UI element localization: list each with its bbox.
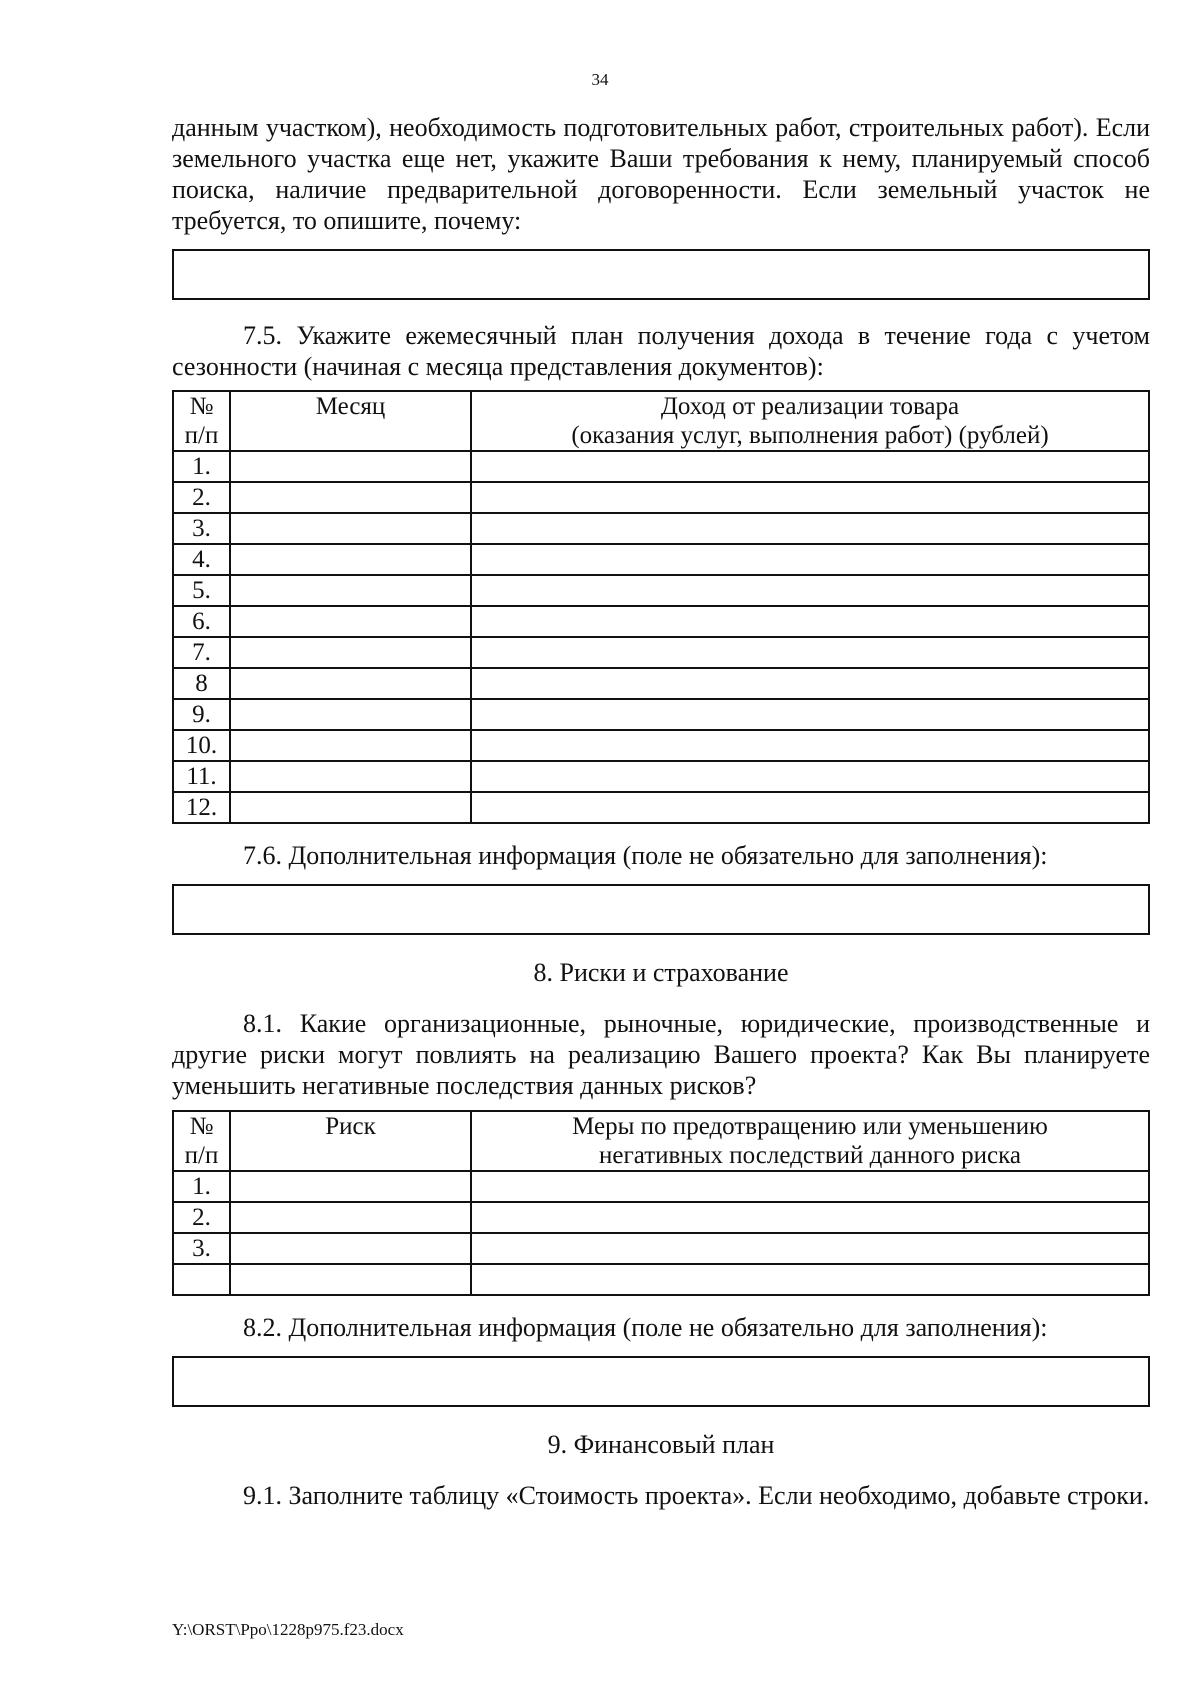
income-cell[interactable] xyxy=(471,637,1149,668)
row-number: 5. xyxy=(173,575,230,606)
measures-cell[interactable] xyxy=(471,1233,1149,1264)
question-7-5: 7.5. Укажите ежемесячный план получения дохода в течение года с учетом сезонности (начиная с месяца представления документов): xyxy=(172,321,1150,381)
header-income: Доход от реализации товара (оказания услуг, выполнения работ) (рублей) xyxy=(471,391,1149,451)
income-cell[interactable] xyxy=(471,730,1149,761)
income-cell[interactable] xyxy=(471,575,1149,606)
income-row xyxy=(173,637,1149,668)
section-8-title: 8. Риски и страхование xyxy=(533,958,789,987)
row-number: 11. xyxy=(173,761,230,792)
income-cell[interactable] xyxy=(471,513,1149,544)
row-number: 4. xyxy=(173,544,230,575)
income-cell[interactable] xyxy=(471,792,1149,823)
row-number: 3. xyxy=(173,513,230,544)
month-cell[interactable] xyxy=(230,699,471,730)
risk-cell[interactable] xyxy=(230,1202,471,1233)
month-cell[interactable] xyxy=(230,730,471,761)
row-number: 7. xyxy=(173,637,230,668)
income-cell[interactable] xyxy=(471,606,1149,637)
measures-cell[interactable] xyxy=(471,1202,1149,1233)
income-cell[interactable] xyxy=(471,668,1149,699)
income-cell[interactable] xyxy=(471,761,1149,792)
risk-cell[interactable] xyxy=(230,1233,471,1264)
risk-row xyxy=(173,1202,1149,1233)
risk-cell[interactable] xyxy=(230,1171,471,1202)
question-7-6: 7.6. Дополнительная информация (поле не обязательно для заполнения): xyxy=(243,841,1048,870)
row-number: 3. xyxy=(173,1233,230,1264)
intro-paragraph: данным участком), необходимость подготовительных работ, строительных работ). Если земельного участка еще нет, укажите Ваши требования к нему, планируемый способ поиска, наличие предварительной договоренности. Если земельный участок не требуется, то опишите, почему: xyxy=(172,113,1150,235)
income-cell[interactable] xyxy=(471,451,1149,482)
header-month: Месяц xyxy=(230,391,471,451)
risk-table-header xyxy=(173,1111,1149,1171)
additional-info-8-2-field[interactable] xyxy=(172,1356,1150,1407)
income-row xyxy=(173,699,1149,730)
header-number: № п/п xyxy=(173,1111,230,1171)
month-cell[interactable] xyxy=(230,668,471,699)
row-number: 2. xyxy=(173,482,230,513)
row-number: 6. xyxy=(173,606,230,637)
risk-table xyxy=(172,1110,1150,1296)
month-cell[interactable] xyxy=(230,544,471,575)
income-row xyxy=(173,575,1149,606)
income-row xyxy=(173,451,1149,482)
risk-row xyxy=(173,1171,1149,1202)
row-number: 10. xyxy=(173,730,230,761)
footer-file-path: Y:\ORST\Ppo\1228p975.f23.docx xyxy=(172,1620,404,1639)
question-9-1: 9.1. Заполните таблицу «Стоимость проекта». Если необходимо, добавьте строки. xyxy=(243,1481,1150,1510)
risk-row xyxy=(173,1264,1149,1295)
row-number xyxy=(173,1264,230,1295)
month-cell[interactable] xyxy=(230,513,471,544)
month-cell[interactable] xyxy=(230,451,471,482)
page-number: 34 xyxy=(591,70,609,89)
income-row xyxy=(173,792,1149,823)
question-8-2: 8.2. Дополнительная информация (поле не обязательно для заполнения): xyxy=(243,1313,1048,1342)
risk-cell[interactable] xyxy=(230,1264,471,1295)
month-cell[interactable] xyxy=(230,792,471,823)
row-number: 8 xyxy=(173,668,230,699)
header-number: № п/п xyxy=(173,391,230,451)
income-row xyxy=(173,482,1149,513)
row-number: 12. xyxy=(173,792,230,823)
income-row xyxy=(173,761,1149,792)
income-row xyxy=(173,668,1149,699)
document-body xyxy=(172,112,1150,1511)
section-9-title: 9. Финансовый план xyxy=(547,1430,775,1459)
income-table-header xyxy=(173,391,1149,451)
month-cell[interactable] xyxy=(230,761,471,792)
income-cell[interactable] xyxy=(471,544,1149,575)
land-plot-answer-field[interactable] xyxy=(172,249,1150,300)
question-8-1: 8.1. Какие организационные, рыночные, юридические, производственные и другие риски могут повлиять на реализацию Вашего проекта? Как Вы планируете уменьшить негативные последствия данных рисков? xyxy=(172,1009,1150,1100)
row-number: 1. xyxy=(173,451,230,482)
risk-row xyxy=(173,1233,1149,1264)
measures-cell[interactable] xyxy=(471,1264,1149,1295)
income-cell[interactable] xyxy=(471,482,1149,513)
month-cell[interactable] xyxy=(230,606,471,637)
row-number: 2. xyxy=(173,1202,230,1233)
measures-cell[interactable] xyxy=(471,1171,1149,1202)
additional-info-7-6-field[interactable] xyxy=(172,884,1150,935)
header-measures: Меры по предотвращению или уменьшению негативных последствий данного риска xyxy=(471,1111,1149,1171)
income-row xyxy=(173,513,1149,544)
month-cell[interactable] xyxy=(230,637,471,668)
income-plan-table xyxy=(172,390,1150,824)
income-row xyxy=(173,606,1149,637)
row-number: 1. xyxy=(173,1171,230,1202)
month-cell[interactable] xyxy=(230,482,471,513)
row-number: 9. xyxy=(173,699,230,730)
income-cell[interactable] xyxy=(471,699,1149,730)
income-row xyxy=(173,544,1149,575)
income-row xyxy=(173,730,1149,761)
header-risk: Риск xyxy=(230,1111,471,1171)
month-cell[interactable] xyxy=(230,575,471,606)
